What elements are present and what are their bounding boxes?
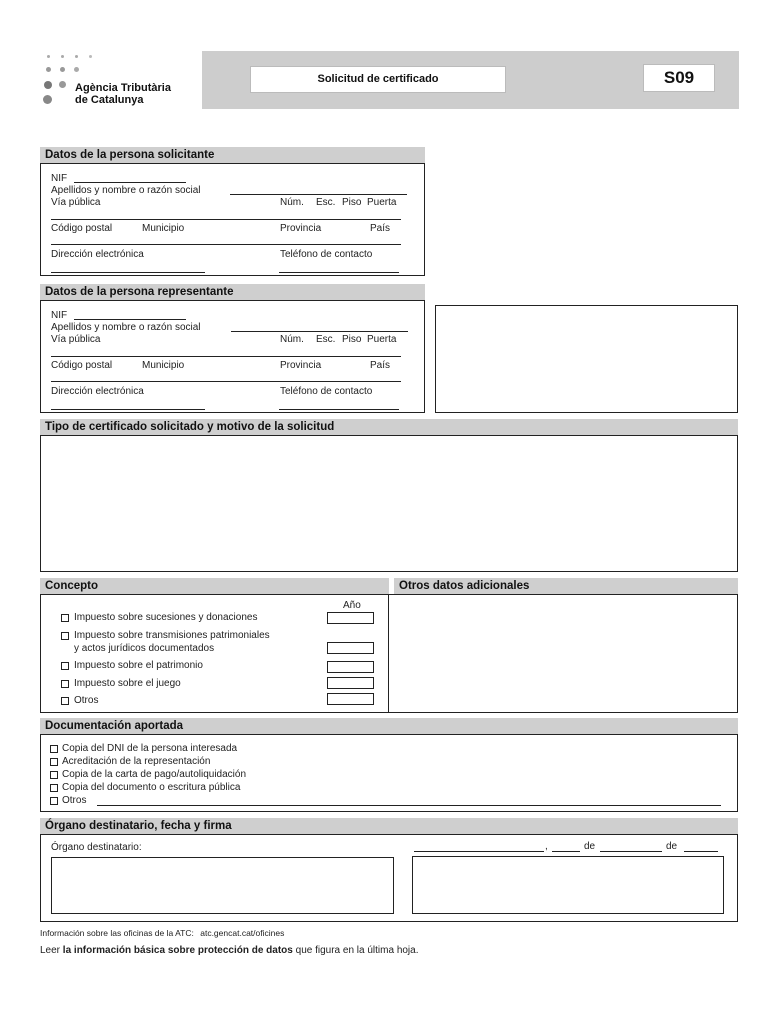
footer-rest: que figura en la última hoja. [295, 945, 419, 956]
concepto-item: Impuesto sobre el patrimonio [74, 660, 203, 671]
telefono-field[interactable] [279, 272, 399, 273]
anio-label: Año [343, 600, 361, 611]
concepto-checkbox[interactable] [61, 697, 69, 705]
logo-dot [60, 67, 65, 72]
doc-item: Acreditación de la representación [62, 756, 211, 767]
provincia-label: Provincia [280, 223, 322, 234]
logo-dot [46, 67, 51, 72]
nombre-label: Apellidos y nombre o razón social [51, 322, 201, 333]
doc-item: Copia del DNI de la persona interesada [62, 743, 238, 754]
concepto-item: Otros [74, 695, 99, 706]
fecha-dia-field[interactable] [552, 851, 580, 852]
anio-input[interactable] [327, 661, 374, 673]
piso-label: Piso [342, 334, 362, 345]
doc-checkbox[interactable] [50, 745, 58, 753]
via-field[interactable] [51, 219, 401, 220]
via-label: Vía pública [51, 334, 101, 345]
concepto-item-cont: y actos jurídicos documentados [74, 643, 215, 654]
firma-box[interactable] [412, 856, 724, 914]
footer-privacy-link[interactable]: la información básica sobre protección de datos [62, 945, 293, 956]
logo-line2: de Catalunya [75, 94, 144, 106]
form-code: S09 [643, 64, 715, 92]
section-title-solicitante: Datos de la persona solicitante [40, 147, 425, 163]
section-title-documentacion: Documentación aportada [40, 718, 738, 734]
concepto-checkbox[interactable] [61, 680, 69, 688]
footer-info-label: Información sobre las oficinas de la ATC: [40, 928, 194, 938]
via-label: Vía pública [51, 197, 101, 208]
doc-checkbox[interactable] [50, 758, 58, 766]
concepto-checkbox[interactable] [61, 614, 69, 622]
nombre-field[interactable] [230, 194, 407, 195]
nif-field[interactable] [74, 319, 186, 320]
footer-info [40, 928, 284, 938]
concepto-checkbox[interactable] [61, 662, 69, 670]
section-title-organo: Órgano destinatario, fecha y firma [40, 818, 738, 834]
puerta-label: Puerta [367, 334, 397, 345]
footer-privacy [40, 945, 419, 956]
concepto-item: Impuesto sobre sucesiones y donaciones [74, 612, 258, 623]
fecha-de-label: de [666, 841, 678, 852]
section-title-otros-datos: Otros datos adicionales [394, 578, 738, 594]
cp-label: Código postal [51, 223, 113, 234]
municipio-label: Municipio [142, 360, 185, 371]
fecha-mes-field[interactable] [600, 851, 662, 852]
municipio-label: Municipio [142, 223, 185, 234]
nif-field[interactable] [74, 182, 186, 183]
esc-label: Esc. [316, 197, 336, 208]
concepto-item: Impuesto sobre transmisiones patrimoniales [74, 630, 270, 641]
telefono-field[interactable] [279, 409, 399, 410]
fecha-de-label: de [584, 841, 596, 852]
doc-item: Copia del documento o escritura pública [62, 782, 241, 793]
puerta-label: Puerta [367, 197, 397, 208]
email-field[interactable] [51, 272, 205, 273]
nombre-field[interactable] [231, 331, 408, 332]
piso-label: Piso [342, 197, 362, 208]
doc-checkbox[interactable] [50, 797, 58, 805]
footer-leer: Leer [40, 945, 61, 956]
organo-input[interactable] [51, 857, 394, 914]
doc-otros-field[interactable] [97, 805, 721, 806]
section-title-concepto: Concepto [40, 578, 389, 594]
logo-line1: Agència Tributària [75, 82, 171, 94]
tipo-textarea[interactable] [40, 435, 738, 572]
organo-label: Órgano destinatario: [51, 842, 142, 853]
num-label: Núm. [280, 197, 304, 208]
anio-input[interactable] [327, 612, 374, 624]
anio-input[interactable] [327, 642, 374, 654]
concepto-item: Impuesto sobre el juego [74, 678, 181, 689]
logo-dot [74, 67, 79, 72]
anio-input[interactable] [327, 677, 374, 689]
logo-dot [43, 95, 52, 104]
num-label: Núm. [280, 334, 304, 345]
telefono-label: Teléfono de contacto [280, 386, 373, 397]
registro-stamp-box[interactable] [435, 305, 738, 413]
doc-checkbox[interactable] [50, 784, 58, 792]
footer-info-link[interactable]: atc.gencat.cat/oficines [200, 928, 285, 938]
cp-field[interactable] [51, 381, 401, 382]
via-field[interactable] [51, 356, 401, 357]
otros-datos-textarea[interactable] [388, 594, 738, 713]
form-title: Solicitud de certificado [250, 66, 506, 93]
fecha-sep: , [545, 841, 548, 852]
provincia-label: Provincia [280, 360, 322, 371]
nif-label: NIF [51, 173, 68, 184]
logo-dot [61, 55, 64, 58]
logo-dot [47, 55, 50, 58]
pais-label: País [370, 360, 391, 371]
fecha-lugar-field[interactable] [414, 851, 544, 852]
doc-item: Otros [62, 795, 87, 806]
logo-dot [89, 55, 92, 58]
section-title-representante: Datos de la persona representante [40, 284, 425, 300]
doc-checkbox[interactable] [50, 771, 58, 779]
pais-label: País [370, 223, 391, 234]
fecha-anio-field[interactable] [684, 851, 718, 852]
logo-dot [59, 81, 66, 88]
email-label: Dirección electrónica [51, 249, 144, 260]
telefono-label: Teléfono de contacto [280, 249, 373, 260]
nombre-label: Apellidos y nombre o razón social [51, 185, 201, 196]
cp-label: Código postal [51, 360, 113, 371]
nif-label: NIF [51, 310, 68, 321]
logo-dot [75, 55, 78, 58]
anio-input[interactable] [327, 693, 374, 705]
concepto-checkbox[interactable] [61, 632, 69, 640]
cp-field[interactable] [51, 244, 401, 245]
logo-dot [44, 81, 52, 89]
email-field[interactable] [51, 409, 205, 410]
esc-label: Esc. [316, 334, 336, 345]
doc-item: Copia de la carta de pago/autoliquidación [62, 769, 247, 780]
section-title-tipo: Tipo de certificado solicitado y motivo de la solicitud [40, 419, 738, 435]
email-label: Dirección electrónica [51, 386, 144, 397]
